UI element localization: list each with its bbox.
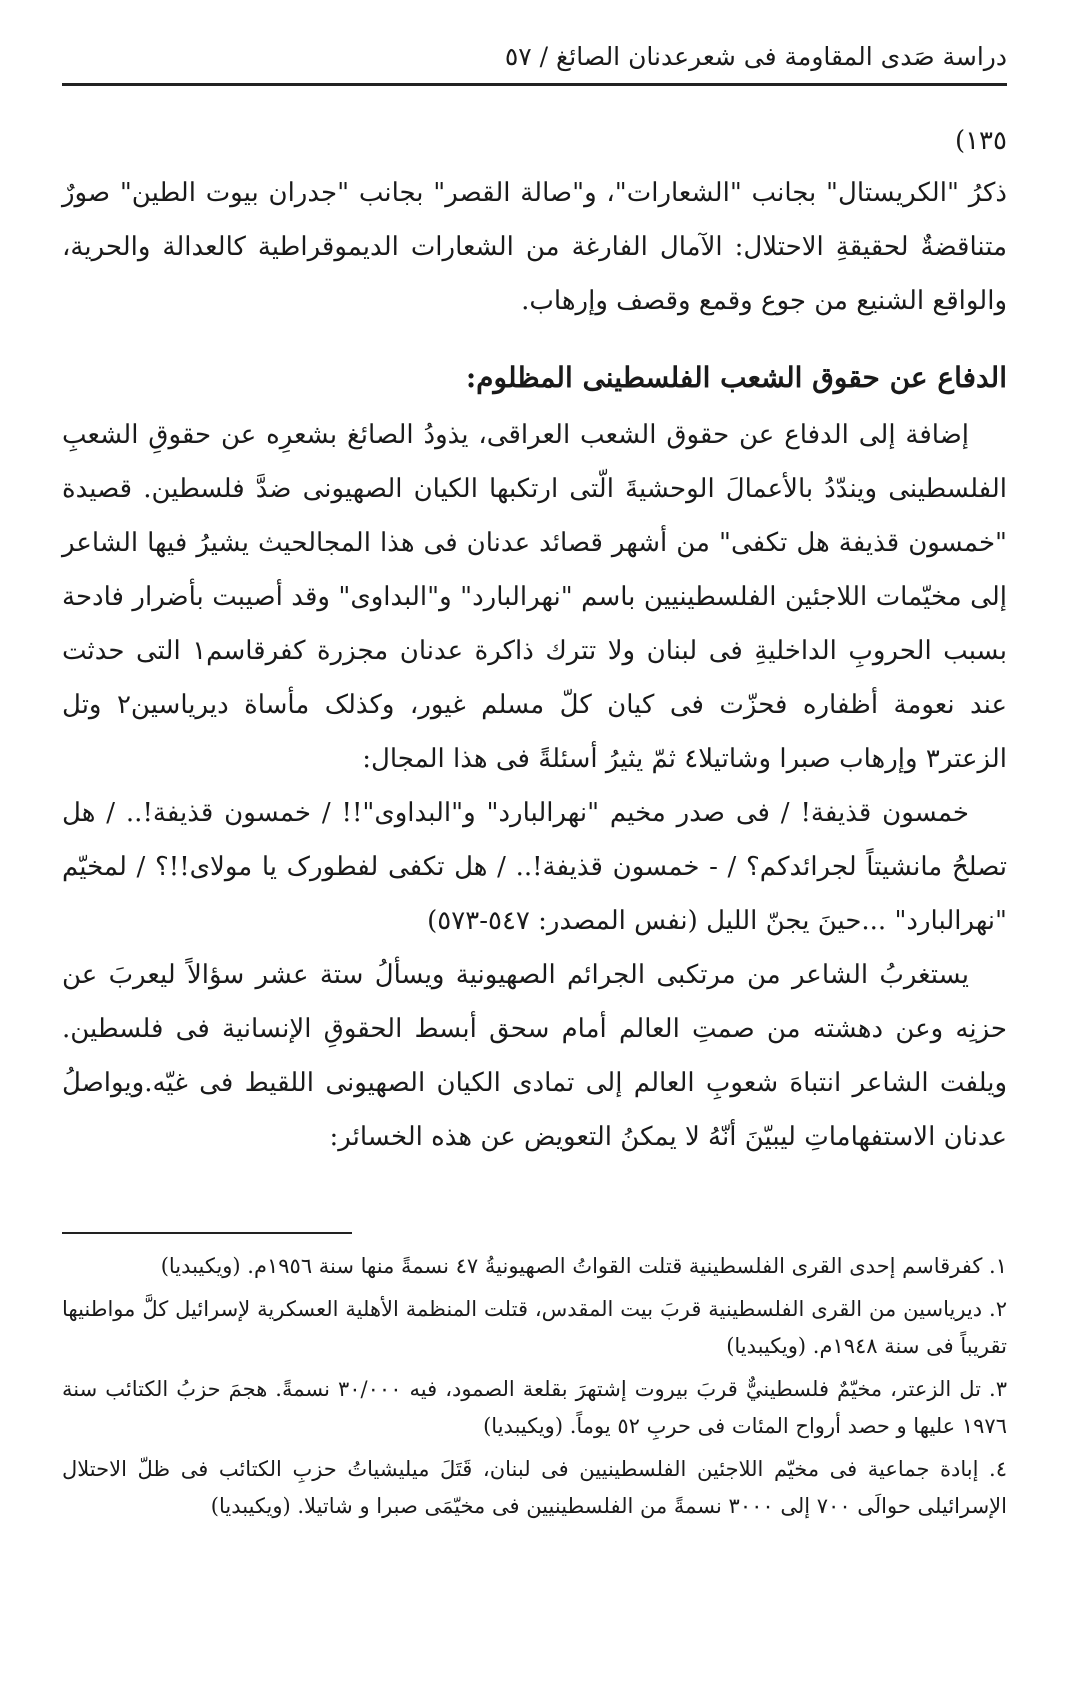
section-heading: الدفاع عن حقوق الشعب الفلسطينى المظلوم: [465, 361, 1007, 394]
running-header [62, 36, 1007, 76]
paragraph-3: يستغربُ الشاعر من مرتكبى الجرائم الصهيونية ويسألُ ستة عشر سؤالاً ليعربَ عن حزنِه وعن دهشته من صمتِ العالم أمام سحق أبسط الحقوقِ الإنسانية فى فلسطين. ويلفت الشاعر انتباهَ شعوبِ العالم إلى تمادى الكيان الصهيونى اللقيط فى غيّه.ويواصلُ عدنان الاستفهاماتِ ليبيّنَ أنّهُ لا يمكنُ التعويض عن هذه الخسائر: [62, 960, 1007, 1152]
chapter-reference: ١٣٥) [954, 126, 1007, 156]
main-text [62, 118, 1007, 1164]
header-title: دراسة صَدى المقاومة فى شعرعدنان الصائغ / ٥٧ [504, 41, 1007, 71]
footnote-rule [62, 1232, 352, 1234]
paragraph-2: إضافة إلى الدفاع عن حقوق الشعب العراقى، يذودُ الصائغ بشعرِه عن حقوقِ الشعبِ الفلسطينى ويندّدُ بالأعمالَ الوحشيةَ الّتى ارتكبها الكيان الصهيونى ضدَّ فلسطين. قصيدة "خمسون قذيفة هل تكفى" من أشهر قصائد عدنان فى هذا المجالحيث يشيرُ فيها الشاعر إلى مخيّمات اللاجئين الفلسطينيين باسم "نهرالبارد" و"البداوى" وقد أصيبت بأضرار فادحة بسبب الحروبِ الداخليةِ فى لبنان ولا تترك ذاكرة عدنان مجزرة كفرقاسم١ التى حدثت عند نعومة أظفاره فحزّت فى كيان كلّ مسلم غيور، وكذلک مأساة ديرياسين٢ وتل الزعتر٣ وإرهاب صبرا وشاتيلا٤ ثمّ يثيرُ أسئلةً فى هذا المجال: [62, 420, 1008, 774]
footnote-3: ٣. تل الزعتر، مخيّمٌ فلسطينيٌّ قربَ بيروت إشتهرَ بقلعة الصمود، فيه ٣٠/٠٠٠ نسمةً. هجمَ حزبُ الكتائب سنة ١٩٧٦ عليها و حصد أرواح المئات فى حربِ ٥٢ يوماً. (ويكيبديا) [62, 1377, 1007, 1438]
footnote-1: ١. كفرقاسم إحدى القرى الفلسطينية قتلت القواتُ الصهيونيةُ ٤٧ نسمةً منها سنة ١٩٥٦م. (ويكيبديا) [160, 1254, 1007, 1278]
header-rule [62, 83, 1007, 86]
footnote-4: ٤. إبادة جماعية فى مخيّم اللاجئين الفلسطينيين فى لبنان، قَتَلَ ميليشياتُ حزبِ الكتائب فى ظلّ الاحتلال الإسرائيلى حوالَى ٧٠٠ إلى ٣٠٠٠ نسمةً من الفلسطينيين فى مخيّمَى صبرا و شاتيلا. (ويكيبديا) [62, 1457, 1007, 1518]
footnotes [62, 1248, 1007, 1531]
poem-excerpt: خمسون قذيفة! / فى صدر مخيم "نهرالبارد" و"البداوى"!! / خمسون قذيفة!.. / هل تصلحُ مانشيتاً لجرائدكم؟ / - خمسون قذيفة!.. / هل تكفى لفطورک يا مولاى!!؟ / لمخيّم "نهرالبارد" ...حينَ يجنّ الليل (نفس المصدر: ٥٤٧-٥٧٣) [62, 798, 1007, 936]
footnote-2: ٢. ديرياسين من القرى الفلسطينية قربَ بيت المقدس، قتلت المنظمة الأهلية العسكرية لإسرائيل كلَّ مواطنيها تقريباً فى سنة ١٩٤٨م. (ويكيبديا) [62, 1297, 1007, 1358]
paragraph-1: ذكرُ "الكريستال" بجانب "الشعارات"، و"صالة القصر" بجانب "جدران بيوت الطين" صورٌ متناقضةٌ لحقيقةِ الاحتلال: الآمال الفارغة من الشعارات الديموقراطية كالعدالة والحرية، والواقع الشنيع من جوع وقمع وقصف وإرهاب. [62, 178, 1007, 316]
